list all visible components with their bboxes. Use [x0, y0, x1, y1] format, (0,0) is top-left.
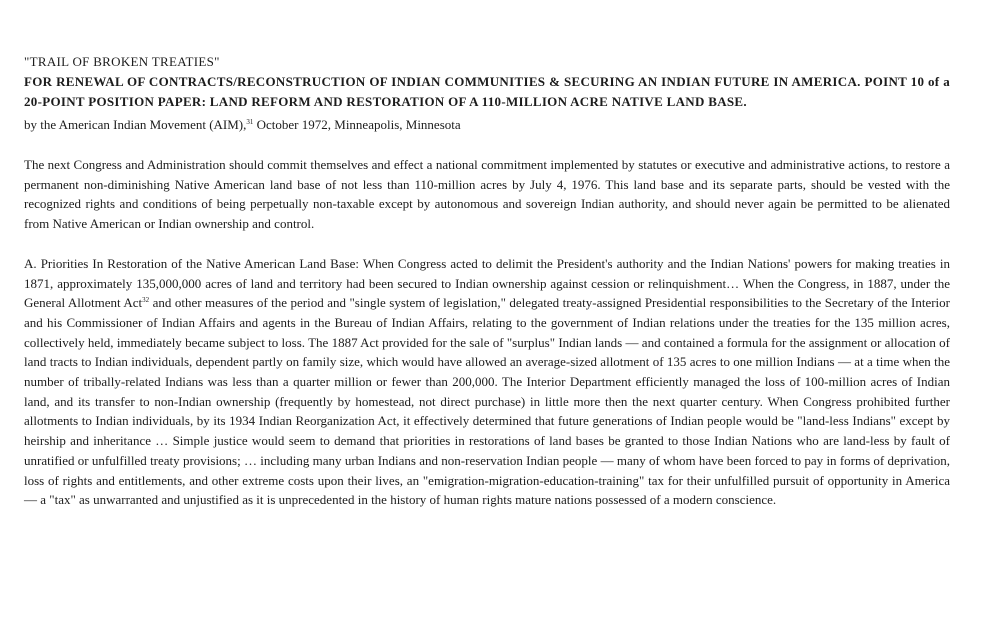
- paragraph-2: [24, 254, 950, 510]
- document-page: [24, 52, 950, 523]
- document-subtitle: FOR RENEWAL OF CONTRACTS/RECONSTRUCTION OF INDIAN COMMUNITIES & SECURING AN INDIAN FUTURE IN AMERICA. POINT 10 of a 20-POINT POSITION PAPER: LAND REFORM AND RESTORATION OF A 110-MILLION ACRE NATIVE LAND BASE.: [24, 74, 950, 109]
- document-title: "TRAIL OF BROKEN TREATIES": [24, 54, 220, 69]
- paragraph-1: The next Congress and Administration should commit themselves and effect a national commitment implemented by statutes or executive and administrative actions, to restore a permanent non-diminishing Native American land base of not less than 110-million acres by July 4, 1976. This land base and its separate parts, should be vested with the recognized rights and conditions of being perpetually non-taxable except by autonomous and sovereign Indian authority, and should never again be permitted to be alienated from Native American or Indian ownership and control.: [24, 157, 950, 232]
- byline-text: by the American Indian Movement (AIM),: [24, 117, 247, 132]
- paragraph-2-text-b: and other measures of the period and "single system of legislation," delegated treaty-assigned Presidential responsibilities to the Secretary of the Interior and his Commissioner of Indian Affairs and agents in the Bureau of Indian Affairs, relating to the government of Indian relations under the treaties for the 135 million acres, collectively held, immediately became subject to loss. The 1887 Act provided for the sale of "surplus" Indian lands — and contained a formula for the assignment or allocation of land tracts to Indian individuals, dependent partly on family size, which would have allowed an average-sized allotment of 135 acres to one million Indians — at a time when the number of tribally-related Indians was less than a quarter million or fewer than 200,000. The Interior Department efficiently managed the loss of 100-million acres of Indian land, and its transfer to non-Indian ownership (frequently by homestead, not direct purchase) in little more then the next quarter century. When Congress prohibited further allotments to Indian individuals, by its 1934 Indian Reorganization Act, it effectively determined that future generations of Indian people would be "land-less Indians" except by heirship and inheritance … Simple justice would seem to demand that priorities in restorations of land bases be granted to those Indian Nations who are land-less by fault of unratified or unfulfilled treaty provisions; … including many urban Indians and non-reservation Indian people — many of whom have been forced to pay in forms of deprivation, loss of rights and entitlements, and other extreme costs upon their lives, an "emigration-migration-education-training" tax for their unfulfilled pursuit of opportunity in America — a "tax" as unwarranted and unjustified as it is unprecedented in the history of human rights mature nations possessed of a modern conscience.: [24, 295, 950, 508]
- document-byline: [24, 112, 950, 135]
- paragraph-2-text-a: A. Priorities In Restoration of the Native American Land Base: When Congress acted to delimit the President's authority and the Indian Nations' powers for making treaties in 1871, approximately 135,000,000 acres of land and territory had been secured to Indian ownership against cession or relinquishment… When the Congress, in 1887, under the General Allotment Act: [24, 255, 950, 311]
- footnote-ref-31: 31: [246, 118, 254, 126]
- byline-date-place: October 1972, Minneapolis, Minnesota: [253, 117, 461, 132]
- footnote-ref-32: 32: [142, 296, 150, 305]
